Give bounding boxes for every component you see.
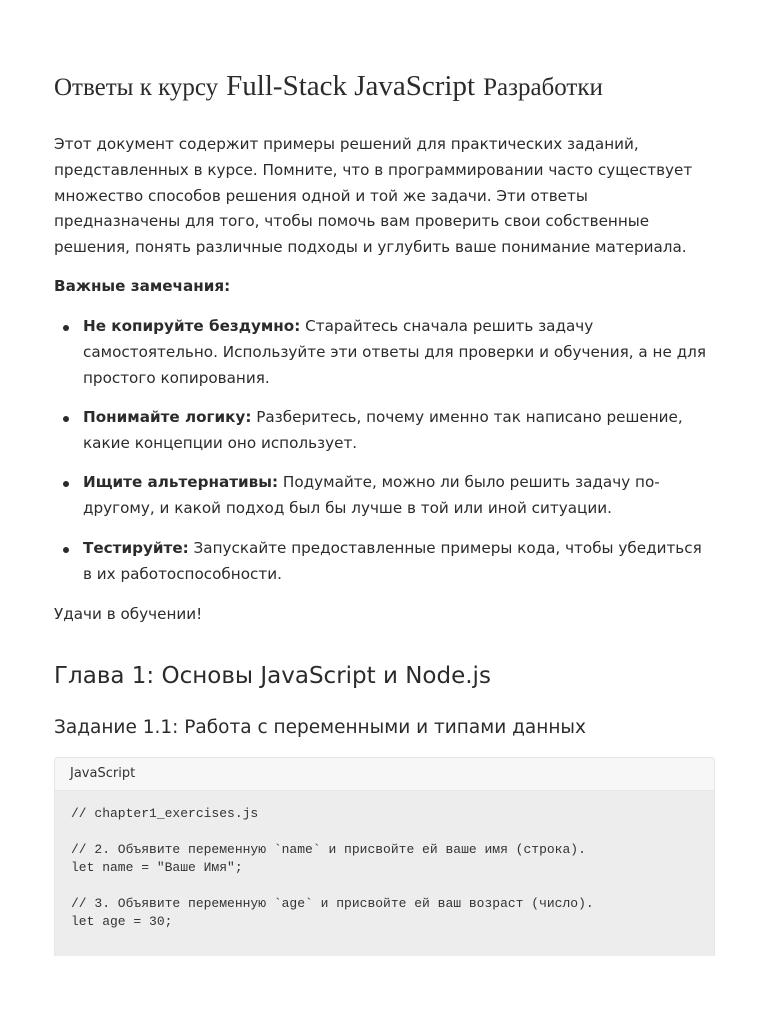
- notes-heading: Важные замечания:: [54, 277, 231, 295]
- task-heading: Задание 1.1: Работа с переменными и типами данных: [54, 717, 586, 738]
- bullet-icon: [63, 416, 69, 422]
- code-line: // 3. Объявите переменную `age` и присвойте ей ваш возраст (число).: [71, 896, 594, 911]
- note-term: Тестируйте:: [83, 539, 189, 557]
- bullet-icon: [63, 547, 69, 553]
- note-term: Не копируйте бездумно:: [83, 317, 301, 335]
- code-line: let age = 30;: [71, 914, 173, 929]
- note-text: Разберитесь, почему именно так написано решение, какие концепции оно использует.: [83, 408, 683, 452]
- code-line: let name = "Ваше Имя";: [71, 860, 243, 875]
- note-term: Ищите альтернативы:: [83, 473, 279, 491]
- note-item: [54, 470, 715, 522]
- code-body: [55, 791, 714, 931]
- title-prefix: Ответы к курсу: [54, 74, 219, 101]
- note-term: Понимайте логику:: [83, 408, 252, 426]
- code-language-label: JavaScript: [55, 758, 714, 791]
- code-line: // chapter1_exercises.js: [71, 806, 259, 821]
- note-item: [54, 536, 715, 588]
- bullet-icon: [63, 481, 69, 487]
- code-line: // 2. Объявите переменную `name` и присвойте ей ваше имя (строка).: [71, 842, 586, 857]
- code-block: [54, 757, 715, 956]
- code-line: [71, 823, 714, 841]
- code-line: [71, 877, 714, 895]
- bullet-icon: [63, 325, 69, 331]
- title-suffix: Разработки: [483, 74, 603, 101]
- document-title: [54, 66, 603, 103]
- title-main: Full-Stack JavaScript: [226, 70, 476, 102]
- note-text: Запускайте предоставленные примеры кода, чтобы убедиться в их работоспособности.: [83, 539, 702, 583]
- intro-paragraph: Этот документ содержит примеры решений для практических заданий, представленных в курсе. Помните, что в программировании часто существует множество способов решения одной и той же задачи. Эти ответы предназначены для того, чтобы помочь вам проверить свои собственные решения, понять различные подходы и углубить ваше понимание материала.: [54, 135, 693, 257]
- note-item: [54, 405, 715, 457]
- note-text: Старайтесь сначала решить задачу самостоятельно. Используйте эти ответы для проверки и обучения, а не для простого копирования.: [83, 317, 706, 387]
- note-item: [54, 314, 715, 391]
- chapter-heading: Глава 1: Основы JavaScript и Node.js: [54, 663, 491, 689]
- note-text: Подумайте, можно ли было решить задачу по-другому, и какой подход был бы лучше в той или иной ситуации.: [83, 473, 660, 517]
- closing-text: Удачи в обучении!: [54, 605, 203, 623]
